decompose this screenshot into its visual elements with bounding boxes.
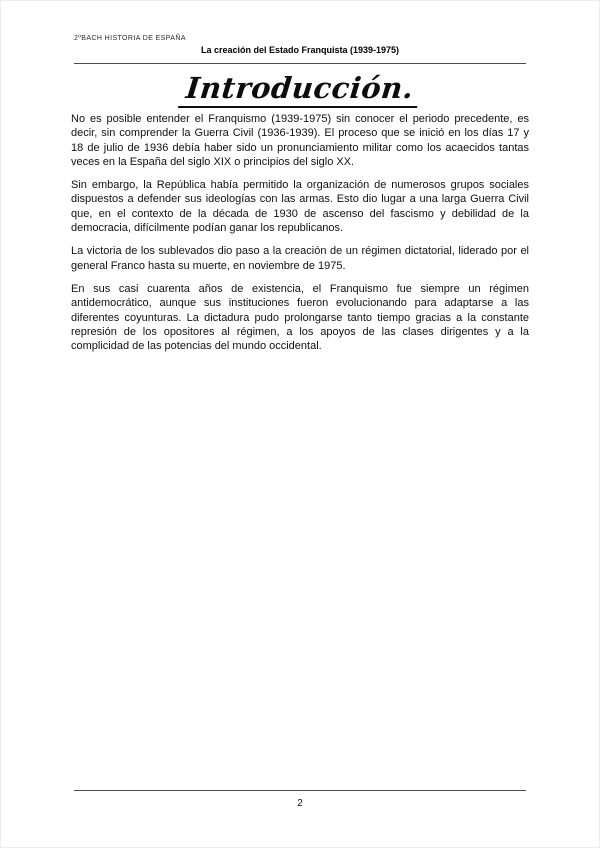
- header-course-label: 2ºBACH HISTORIA DE ESPAÑA: [74, 35, 186, 42]
- document-body: [71, 112, 529, 362]
- page-footer: [74, 790, 526, 809]
- page-number: 2: [297, 798, 303, 809]
- footer-rule: [74, 790, 526, 791]
- section-title: [1, 71, 599, 108]
- page-header: [74, 35, 526, 64]
- section-title-text: Introducción.: [178, 71, 421, 108]
- header-document-title: La creación del Estado Franquista (1939-1975): [200, 45, 400, 55]
- paragraph-4: En sus casi cuarenta años de existencia, el Franquismo fue siempre un régimen antidemocrático, aunque sus instituciones fueron evolucionando para adaptarse a las diferentes coyunturas. La dictadura pudo prolongarse tanto tiempo gracias a la constante represión de los opositores al régimen, a los apoyos de las clases dirigentes y a la complicidad de las potencias del mundo occidental.: [71, 282, 529, 353]
- header-rule: [74, 63, 526, 64]
- paragraph-1: No es posible entender el Franquismo (1939-1975) sin conocer el periodo precedente, es decir, sin comprender la Guerra Civil (1936-1939). El proceso que se inició en los días 17 y 18 de julio de 1936 debía haber sido un pronunciamiento militar como los acaecidos tantas veces en la España del siglo XIX o principios del siglo XX.: [71, 113, 529, 168]
- paragraph-3: La victoria de los sublevados dio paso a la creación de un régimen dictatorial, liderado por el general Franco hasta su muerte, en noviembre de 1975.: [71, 245, 529, 272]
- paragraph-2: Sin embargo, la República había permitido la organización de numerosos grupos sociales dispuestos a defender sus ideologías con las armas. Esto dio lugar a una larga Guerra Civil que, en el contexto de la década de 1930 de ascenso del fascismo y debilidad de la democracia, difícilmente podían ganar los republicanos.: [71, 179, 529, 235]
